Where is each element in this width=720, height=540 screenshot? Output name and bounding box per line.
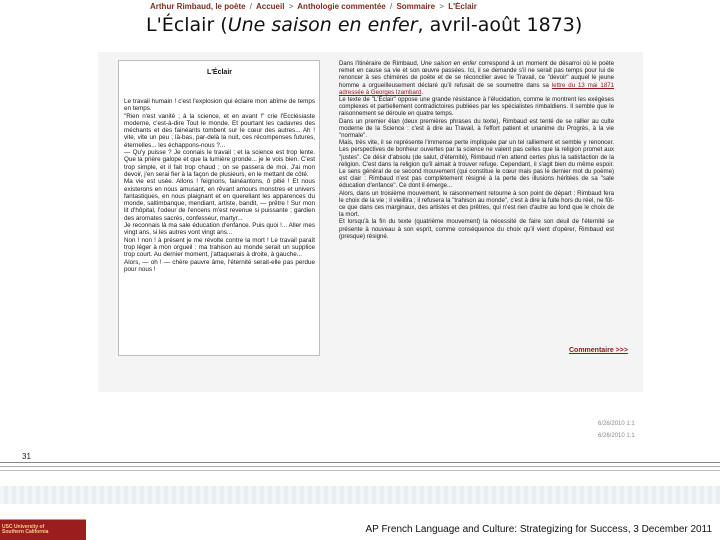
breadcrumb-item-summary[interactable]: Sommaire — [396, 2, 436, 11]
breadcrumb-item-anthology[interactable]: Anthologie commentée — [297, 2, 386, 11]
timestamp-stack — [598, 418, 648, 460]
breadcrumb-item-home[interactable]: Accueil — [255, 2, 285, 11]
page-title-prefix: L'Éclair ( — [146, 14, 228, 36]
footer-band — [0, 486, 720, 504]
divider — [0, 470, 720, 471]
page-title-suffix: , avril-août 1873) — [417, 14, 583, 36]
usc-logo — [0, 519, 86, 540]
commentary-paragraph: Alors, dans un troisième mouvement, le raisonnement retourne à son point de départ : Rimbaud fera le choix de la vie ; il vieillira ; il refusera la "trahison au monde", c'est à dire la fuite hors du réel, ne fût-ce que dans ces marginaux, des artistes et des prêtres, qui n'est rien d'autre au fond que le choix de la mort. — [339, 189, 614, 219]
page-title-work: Une saison en enfer — [227, 14, 418, 36]
breadcrumb — [150, 2, 630, 11]
breadcrumb-arrow: > — [288, 2, 294, 11]
timestamp: 6/26/2010 1:1 — [598, 421, 635, 427]
commentary-column — [339, 60, 614, 350]
footer-caption: AP French Language and Culture: Strategizing for Success, 3 December 2011 — [365, 524, 712, 535]
breadcrumb-separator: / — [249, 2, 253, 11]
commentary-intro-body: correspond à un moment de désarroi où le poète remet en cause sa vie et son œuvre passées. Ici, il se demande s'il ne serait pas temps pour lui de renoncer à ses chimères de poète et de se réconcilier avec le Travail, ce "devoir" auquel le jeune homme a orgueilleusement déclaré qu'il refusait de se soumettre dans sa — [339, 60, 614, 89]
timestamp: 6/26/2010 1:1 — [598, 433, 635, 439]
commentary-paragraph: Et lorsqu'à la fin du texte (quatrième mouvement) la nécessité de faire son deuil de l'éternité se présente à nouveau à son esprit, comme conséquence du choix qu'il vient d'opérer, Rimbaud est (presque) résigné. — [339, 218, 614, 240]
page-title — [146, 14, 582, 36]
poem-paragraph: Je reconnais là ma sale éducation d'enfance. Puis quoi !... Aller mes vingt ans, si les autres vont vingt ans... — [124, 222, 315, 237]
poem-paragraph: Ma vie est usée. Allons ! feignons, fainéantons, ô pitié ! Et nous existerons en nous amusant, en rêvant amours monstres et univers fantastiques, en nous plaignant et en querellant les apparences du monde, saltimbanque, mendiant, artiste, bandit, — prêtre ! Sur mon lit d'hôpital, l'odeur de l'encens m'est revenue si puissante ; gardien des aromates sacrés, confesseur, martyr... — [124, 178, 315, 222]
divider — [0, 466, 720, 467]
breadcrumb-arrow: > — [439, 2, 445, 11]
slide-number: 31 — [22, 452, 31, 461]
usc-wordmark-line: USC University of — [2, 524, 45, 530]
commentary-paragraph: Le texte de "L'Éclair" oppose une grande résistance à l'élucidation, comme le montrent les exégèses complexes et partiellement contradictoires publiées par les spécialistes rimbaldiens. Il semble que le raisonnement se déroule en quatre temps. — [339, 96, 614, 118]
usc-wordmark-line: Southern California — [2, 529, 49, 535]
breadcrumb-item-current: L'Éclair — [448, 2, 477, 11]
commentary-intro — [339, 60, 614, 96]
commentary-intro-end: . — [421, 88, 424, 96]
commentary-work-title: Une saison en enfer — [420, 60, 477, 67]
commentary-intro-start: Dans l'itinéraire de Rimbaud, — [339, 60, 421, 67]
poem-panel — [118, 60, 320, 356]
letter-link[interactable]: lettre du 13 mai 1871 adressée à Georges Izambard — [339, 81, 614, 96]
poem-paragraph: Alors, — oh ! — chère pauvre âme, l'éternité serait-elle pas perdue pour nous ! — [124, 258, 315, 273]
divider — [0, 462, 720, 463]
poem-paragraph: "Rien n'est vanité ; à la science, et en avant !" crie l'Ecclésiaste moderne, c'est-à-dire Tout le monde. Et pourtant les cadavres des méchants et des fainéants tombent sur le cœur des autres... Ah ! vite, vite un peu ; là-bas, par-delà la nuit, ces récompenses futures, éternelles... les échappons-nous ?... — [124, 112, 315, 149]
commentary-paragraph: Mais, très vite, il se représente l'immense perte impliquée par un tel ralliement et semble y renoncer. Les perspectives de bonheur ouvertes par la science ne valent pas celles que la religion promet aux "justes". Ce désir d'absolu (de salut, d'éternité), Rimbaud n'en attend certes plus la satisfaction de la religion. C'est dans la religion qu'il aimait à trouver refuge. Cependant, il s'agit bien du même espoir. Le sens général de ce second mouvement (qui constitue le cœur mais pas le dernier mot du poème) est clair : Rimbaud n'est pas complètement résigné à la perte des illusions héritées de sa "sale éducation d'enfance". Ce dont il émerge... — [339, 139, 614, 190]
poem-paragraph: — Qu'y puisse ? Je connais le travail ; et la science est trop lente. Que la prière galope et que la lumière gronde... je le vois bien. C'est trop simple, et il fait trop chaud ; on se passera de moi. J'ai mon devoir, j'en serai fier à la façon de plusieurs, en le mettant de côté. — [124, 149, 315, 178]
poem-heading: L'Éclair — [206, 69, 232, 76]
breadcrumb-item-poet[interactable]: Arthur Rimbaud, le poète — [150, 2, 246, 11]
breadcrumb-separator: / — [389, 2, 393, 11]
commentary-more-link[interactable]: Commentaire >>> — [569, 347, 628, 354]
poem-paragraph: Non ! non ! à présent je me révolte contre la mort ! Le travail paraît trop léger à mon orgueil : ma trahison au monde serait un supplice trop court. Au dernier moment, j'attaquerais à droite, à gauche... — [124, 236, 315, 259]
commentary-paragraph: Dans un premier élan (deux premières phrases du texte), Rimbaud est tenté de se rallier au culte moderne de la Science : c'est à dire au Travail, à l'effort patient et unanime du Progrès, à la vie "normale". — [339, 117, 614, 140]
poem-paragraph: Le travail humain ! c'est l'explosion qui éclaire mon abîme de temps en temps. — [124, 98, 315, 113]
usc-wordmark — [2, 525, 48, 535]
